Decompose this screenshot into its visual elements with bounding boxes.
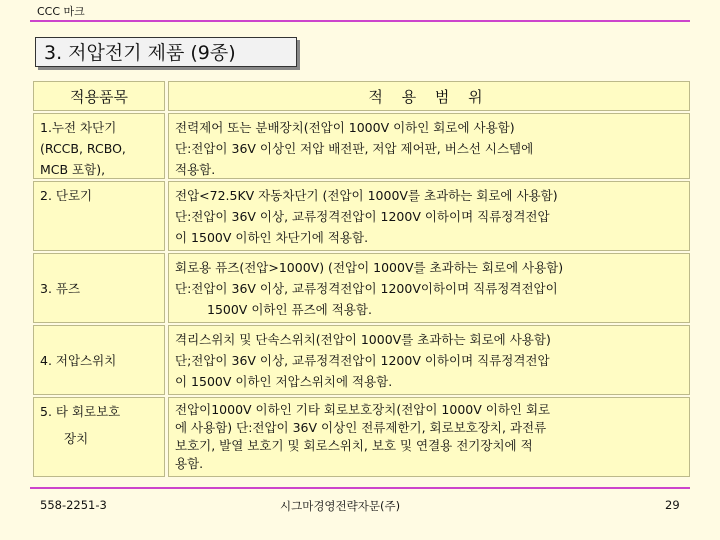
- table-row-item: [33, 325, 165, 395]
- scope-line: 단:전압이 36V 이상, 교류정격전압이 1200V이하이며 직류정격전압이: [175, 281, 558, 296]
- scope-line: 격리스위치 및 단속스위치(전압이 1000V를 초과하는 회로에 사용함): [175, 332, 551, 347]
- table-row-scope: [168, 397, 690, 477]
- table-row-scope: [168, 113, 690, 179]
- item-line: MCB 포함),: [40, 162, 106, 177]
- scope-line: 전압<72.5KV 자동차단기 (전압이 1000V를 초과하는 회로에 사용함): [175, 188, 558, 203]
- table-row-item: [33, 181, 165, 251]
- scope-line: 단;전압이 36V 이상, 교류정격전압이 1200V 이하이며 직류정격전압: [175, 353, 550, 368]
- slide-title: 3. 저압전기 제품 (9종): [35, 37, 297, 67]
- item-line: 3. 퓨즈: [40, 280, 81, 296]
- column-header-scope: 적 용 범 위: [168, 81, 690, 111]
- document-code: 558-2251-3: [40, 498, 107, 512]
- table-row-scope: [168, 181, 690, 251]
- scope-line: 단:전압이 36V 이상인 저압 배전판, 저압 제어판, 버스선 시스템에: [175, 141, 534, 156]
- scope-line: 전압이1000V 이하인 기타 회로보호장치(전압이 1000V 이하인 회로: [175, 402, 551, 417]
- scope-line: 용함.: [175, 456, 204, 471]
- item-line: 장치: [64, 431, 89, 446]
- scope-line: 에 사용함) 단:전압이 36V 이상인 전류제한기, 회로보호장치, 과전류: [175, 420, 547, 435]
- item-line: 1.누전 차단기: [40, 120, 117, 135]
- scope-line: 전력제어 또는 분배장치(전압이 1000V 이하인 회로에 사용함): [175, 120, 515, 135]
- header-label: CCC 마크: [37, 5, 85, 18]
- company-name: 시그마경영전략자문(주): [280, 499, 401, 513]
- table-row-item: [33, 397, 165, 477]
- item-line: 4. 저압스위치: [40, 352, 117, 368]
- item-line: (RCCB, RCBO,: [40, 141, 126, 156]
- table-row-scope: [168, 325, 690, 395]
- scope-line indent: 1500V 이하인 퓨즈에 적용함.: [207, 302, 372, 317]
- scope-line: 적용함.: [175, 162, 216, 177]
- bottom-divider: [30, 487, 690, 489]
- item-line: 2. 단로기: [40, 188, 93, 203]
- table-row-scope: [168, 253, 690, 323]
- top-divider: [30, 20, 690, 22]
- scope-line: 단:전압이 36V 이상, 교류정격전압이 1200V 이하이며 직류정격전압: [175, 209, 550, 224]
- table-row-item: [33, 113, 165, 179]
- scope-line: 이 1500V 이하인 차단기에 적용함.: [175, 230, 369, 245]
- scope-line: 이 1500V 이하인 저압스위치에 적용함.: [175, 374, 393, 389]
- page-number: 29: [665, 498, 680, 512]
- table-row-item: [33, 253, 165, 323]
- item-line: 5. 타 회로보호: [40, 404, 121, 419]
- scope-line: 보호기, 발열 보호기 및 회로스위치, 보호 및 연결용 전기장치에 적: [175, 438, 533, 453]
- scope-line: 회로용 퓨즈(전압>1000V) (전압이 1000V를 초과하는 회로에 사용함): [175, 260, 564, 275]
- column-header-items: 적용품목: [33, 81, 165, 111]
